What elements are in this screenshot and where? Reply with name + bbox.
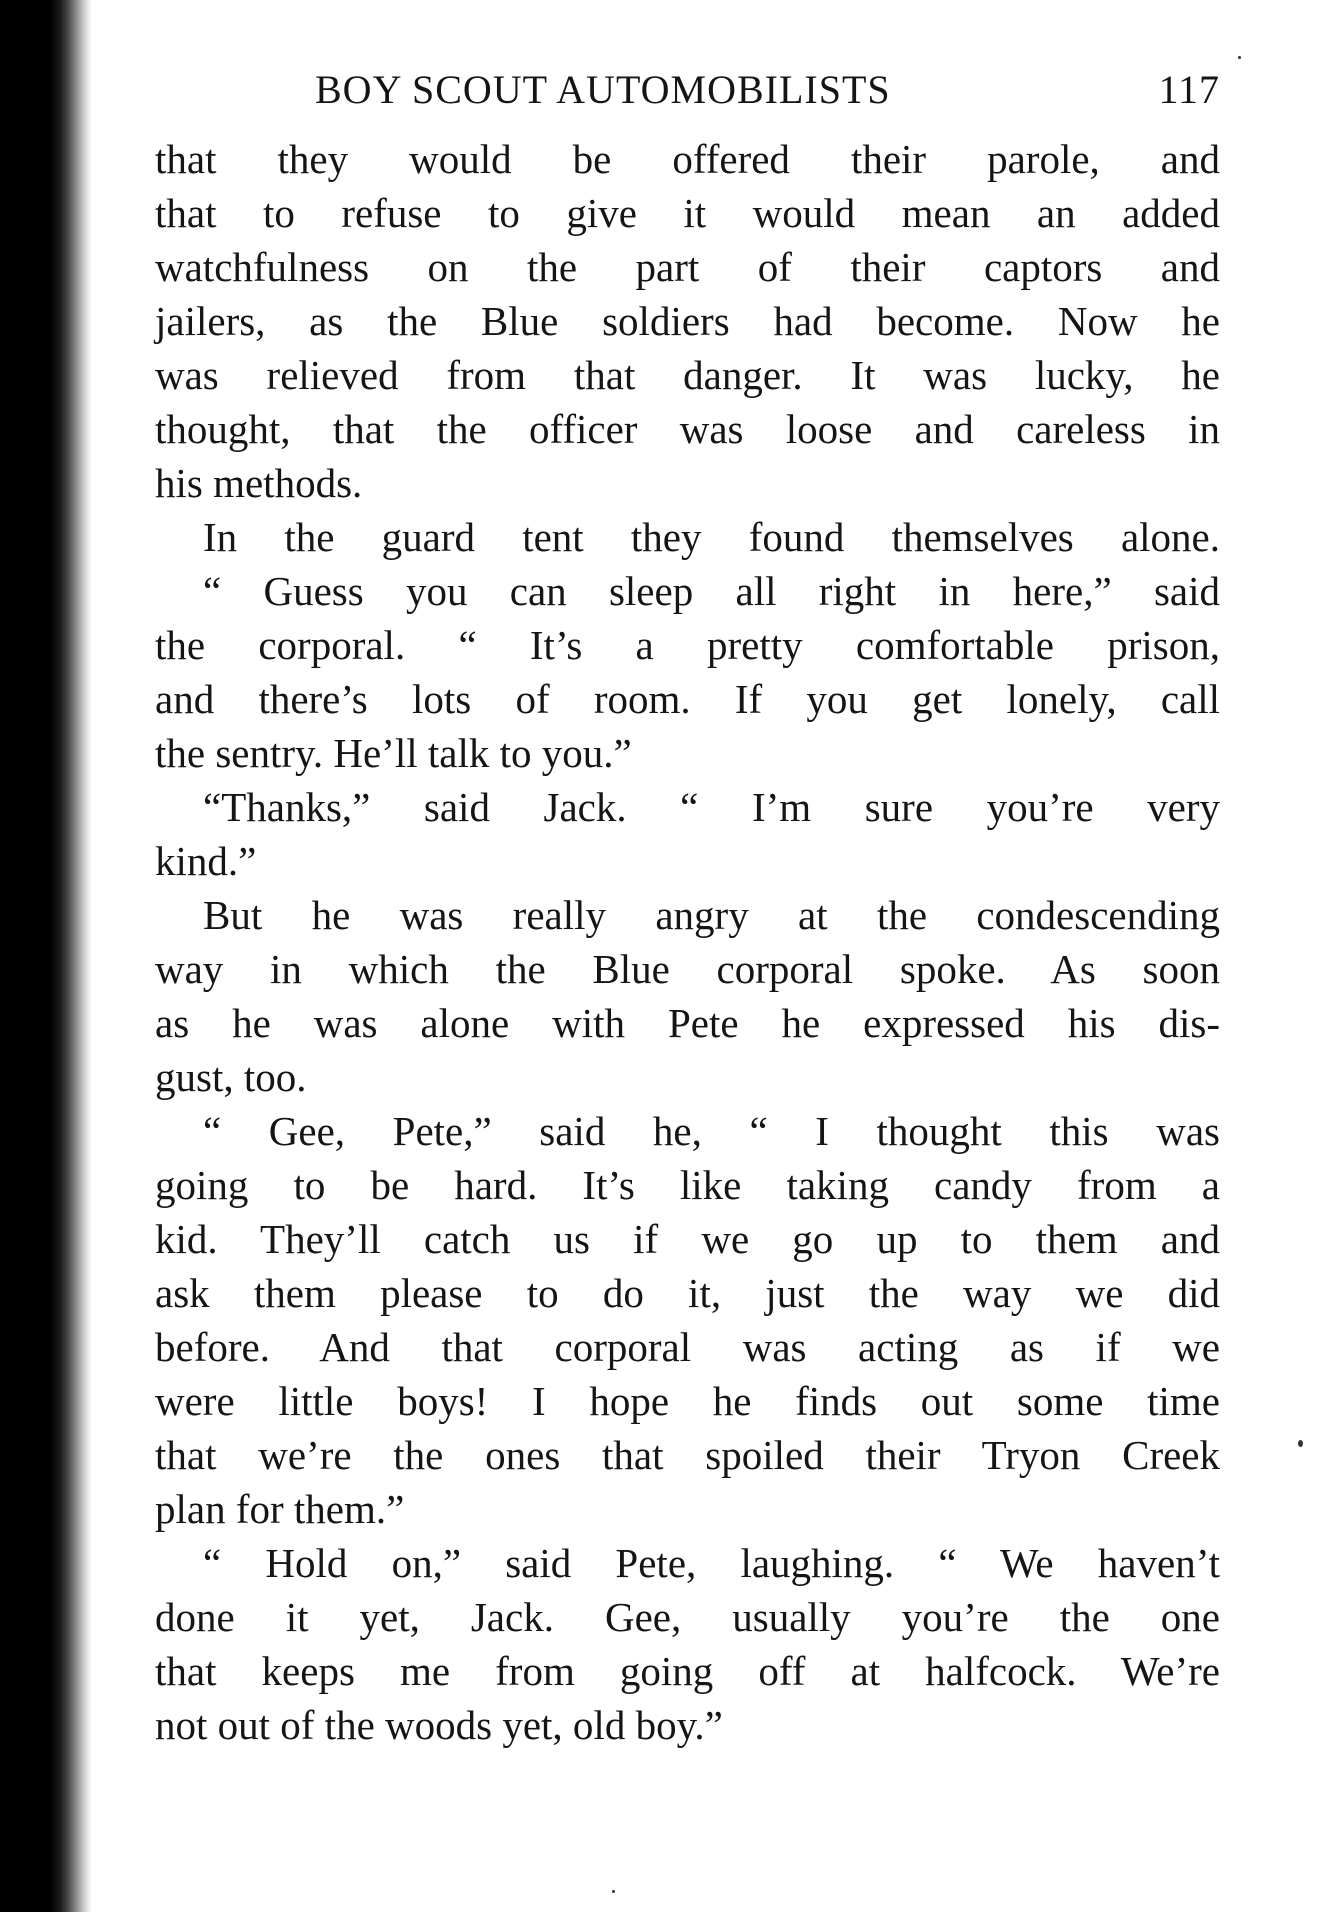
text-line: watchfulness on the part of their captors and	[155, 244, 1220, 290]
text-line: the corporal. “ It’s a pretty comfortable prison,	[155, 622, 1220, 668]
text-line: gust, too.	[155, 1054, 307, 1100]
text-line: kid. They’ll catch us if we go up to them and	[155, 1216, 1220, 1262]
text-line: jailers, as the Blue soldiers had become. Now he	[155, 298, 1220, 344]
text-line: that we’re the ones that spoiled their Tryon Creek	[155, 1432, 1220, 1478]
book-page	[155, 60, 1220, 1752]
body-text	[155, 132, 1220, 1752]
text-line: “Thanks,” said Jack. “ I’m sure you’re very	[203, 784, 1220, 830]
text-line: his methods.	[155, 460, 363, 506]
text-line: kind.”	[155, 838, 257, 884]
text-line: that to refuse to give it would mean an added	[155, 190, 1220, 236]
text-line: were little boys! I hope he finds out some time	[155, 1378, 1220, 1424]
text-line: In the guard tent they found themselves alone.	[203, 514, 1220, 560]
running-head	[155, 60, 1220, 120]
scanned-binding-edge	[0, 0, 92, 1912]
text-line: way in which the Blue corporal spoke. As soon	[155, 946, 1220, 992]
text-line: ask them please to do it, just the way we did	[155, 1270, 1220, 1316]
text-line: not out of the woods yet, old boy.”	[155, 1702, 723, 1748]
text-line: was relieved from that danger. It was lucky, he	[155, 352, 1220, 398]
text-line: and there’s lots of room. If you get lonely, call	[155, 676, 1220, 722]
text-line: “ Gee, Pete,” said he, “ I thought this was	[203, 1108, 1220, 1154]
text-line: as he was alone with Pete he expressed his dis-	[155, 1000, 1220, 1046]
text-line: that they would be offered their parole, and	[155, 136, 1220, 182]
text-line: that keeps me from going off at halfcock. We’re	[155, 1648, 1220, 1694]
text-line: “ Hold on,” said Pete, laughing. “ We haven’t	[203, 1540, 1220, 1586]
scan-speck	[612, 1890, 615, 1893]
text-line: plan for them.”	[155, 1486, 405, 1532]
text-line: going to be hard. It’s like taking candy from a	[155, 1162, 1220, 1208]
running-head-title: BOY SCOUT AUTOMOBILISTS	[315, 67, 891, 112]
text-line: thought, that the officer was loose and careless in	[155, 406, 1220, 452]
text-line: “ Guess you can sleep all right in here,” said	[203, 568, 1220, 614]
text-line: the sentry. He’ll talk to you.”	[155, 730, 632, 776]
text-line: before. And that corporal was acting as if we	[155, 1324, 1220, 1370]
scan-speck	[1238, 56, 1241, 59]
text-line: done it yet, Jack. Gee, usually you’re the one	[155, 1594, 1220, 1640]
page-number: 117	[1158, 67, 1220, 112]
scan-speck	[1298, 1440, 1303, 1447]
text-line: But he was really angry at the condescending	[203, 892, 1220, 938]
